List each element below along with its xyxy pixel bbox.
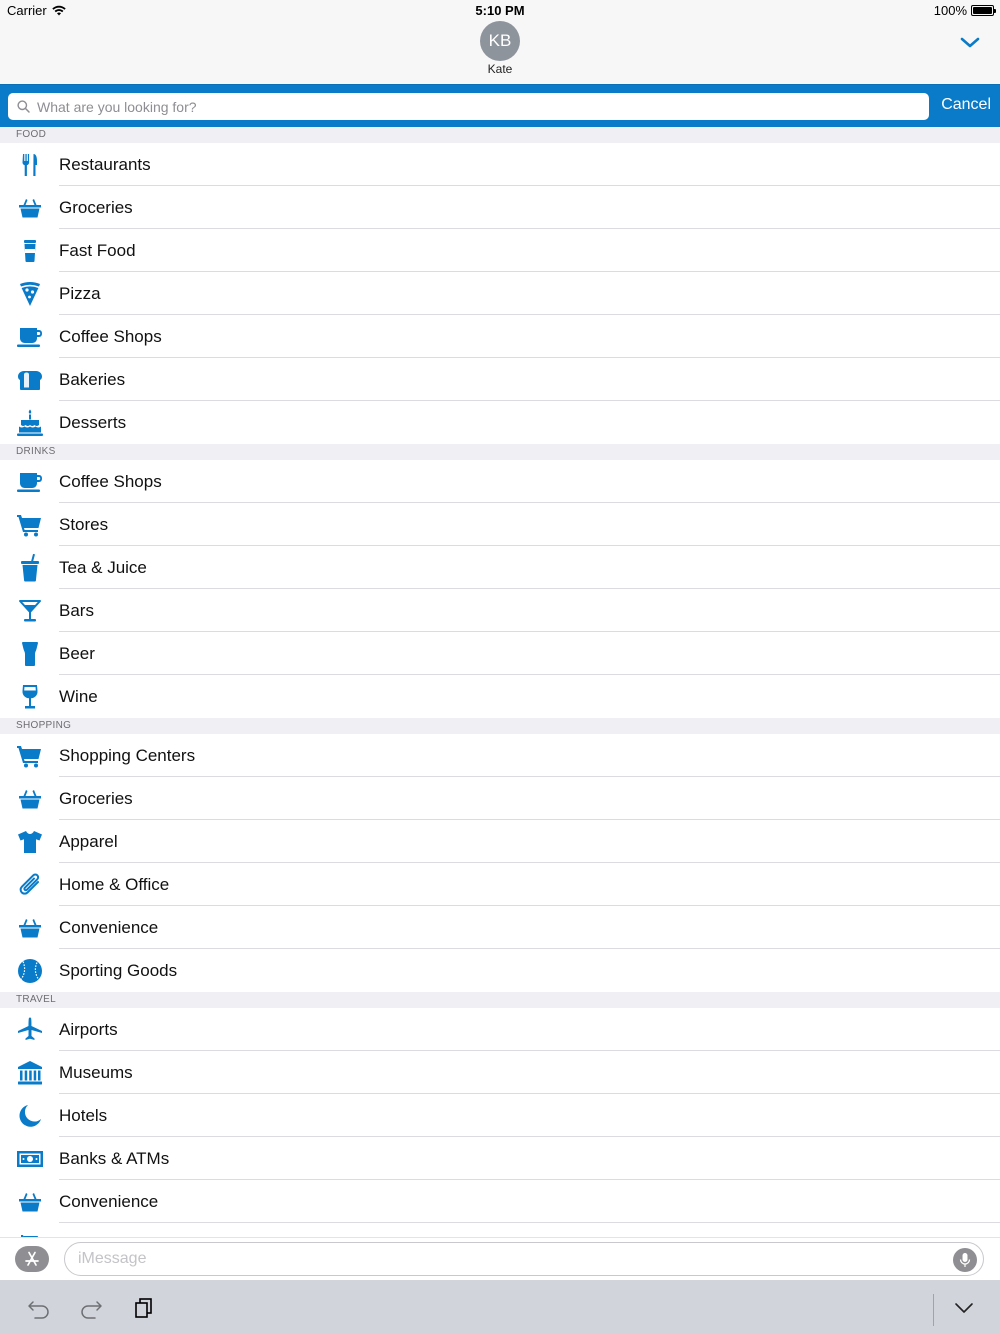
dismiss-keyboard-button[interactable] (951, 1297, 977, 1319)
moon-icon (0, 1094, 59, 1137)
list-item[interactable] (0, 460, 1000, 503)
beer-icon (0, 632, 59, 675)
list-item[interactable] (0, 503, 1000, 546)
category-list[interactable] (0, 127, 1000, 1237)
money-icon (0, 1137, 59, 1180)
paste-icon (133, 1297, 155, 1319)
cancel-button[interactable]: Cancel (941, 96, 991, 113)
cart-icon (0, 503, 59, 546)
list-item-label: Bars (59, 600, 94, 620)
section-header-drinks: DRINKS (0, 444, 1000, 460)
avatar[interactable]: KB (480, 21, 520, 61)
list-item-label: Coffee Shops (59, 471, 162, 491)
search-bar (0, 84, 1000, 127)
message-composer (0, 1237, 1000, 1280)
cocktail-icon (0, 589, 59, 632)
undo-icon (27, 1298, 51, 1318)
redo-button[interactable] (78, 1297, 104, 1319)
message-input[interactable] (65, 1250, 925, 1268)
section-header-travel: TRAVEL (0, 992, 1000, 1008)
undo-button[interactable] (26, 1297, 52, 1319)
search-input[interactable] (37, 99, 897, 115)
keyboard-shortcut-bar (0, 1280, 1000, 1334)
battery-percent: 100% (933, 3, 967, 18)
bread-icon (0, 358, 59, 401)
list-item[interactable] (0, 777, 1000, 820)
app-store-button[interactable] (15, 1246, 49, 1272)
list-item-label: Stores (59, 514, 109, 534)
redo-icon (79, 1298, 103, 1318)
list-item-label: Desserts (59, 412, 127, 432)
microphone-icon (958, 1252, 972, 1268)
section-header-shopping: SHOPPING (0, 718, 1000, 734)
list-item-label: Pizza (59, 283, 101, 303)
chevron-down-icon (958, 32, 982, 52)
paste-button[interactable] (131, 1297, 157, 1319)
search-field[interactable] (8, 93, 929, 120)
list-item-label: Bakeries (59, 369, 126, 389)
list-item-label: Hotels (59, 1105, 108, 1125)
list-item[interactable] (0, 632, 1000, 675)
basket-icon (0, 186, 59, 229)
list-item-label: Wine (59, 686, 98, 706)
conversation-header (0, 22, 1000, 84)
basket-icon (0, 777, 59, 820)
list-item-label: Shopping Centers (59, 745, 196, 765)
list-item-label: Convenience (59, 917, 159, 937)
list-item-label: Museums (59, 1062, 133, 1082)
list-item[interactable] (0, 589, 1000, 632)
list-item[interactable] (0, 863, 1000, 906)
fork-knife-icon (0, 143, 59, 186)
list-item[interactable] (0, 358, 1000, 401)
status-bar (0, 0, 1000, 22)
list-item-label: Sporting Goods (59, 960, 178, 980)
list-item-label: Restaurants (59, 154, 151, 174)
list-item-label: Tea & Juice (59, 557, 147, 577)
list-item-label: Airports (59, 1019, 118, 1039)
list-item[interactable] (0, 315, 1000, 358)
contact-name[interactable]: Kate (487, 62, 513, 76)
list-item-label: Banks & ATMs (59, 1148, 170, 1168)
coffee-icon (0, 460, 59, 503)
airplane-icon (0, 1008, 59, 1051)
section-header-food: FOOD (0, 127, 1000, 143)
message-field[interactable] (64, 1242, 984, 1276)
wine-icon (0, 675, 59, 718)
cake-icon (0, 401, 59, 444)
list-item-label: Convenience (59, 1191, 159, 1211)
cart-icon (0, 734, 59, 777)
list-item[interactable] (0, 143, 1000, 186)
list-item[interactable] (0, 229, 1000, 272)
list-item[interactable] (0, 401, 1000, 444)
list-item[interactable] (0, 186, 1000, 229)
paperclip-icon (0, 863, 59, 906)
basket-icon (0, 1180, 59, 1223)
list-item[interactable] (0, 949, 1000, 992)
list-item-label: Groceries (59, 197, 133, 217)
museum-icon (0, 1051, 59, 1094)
list-item[interactable] (0, 546, 1000, 589)
list-item[interactable] (0, 272, 1000, 315)
list-item-label: Home & Office (59, 874, 170, 894)
clock: 5:10 PM (475, 3, 525, 18)
list-item-label: Coffee Shops (59, 326, 162, 346)
pizza-icon (0, 272, 59, 315)
list-item-label: Apparel (59, 831, 118, 851)
list-item[interactable] (0, 906, 1000, 949)
list-item-label: Fast Food (59, 240, 136, 260)
toolbar-divider (933, 1294, 934, 1326)
carrier-label: Carrier (7, 3, 47, 18)
list-item[interactable] (0, 675, 1000, 718)
drink-icon (0, 546, 59, 589)
list-item[interactable] (0, 734, 1000, 777)
list-item[interactable] (0, 1180, 1000, 1223)
list-item[interactable] (0, 1051, 1000, 1094)
baseball-icon (0, 949, 59, 992)
dictation-button[interactable] (953, 1248, 977, 1272)
list-item[interactable] (0, 820, 1000, 863)
basket-icon (0, 906, 59, 949)
list-item-label: Groceries (59, 788, 133, 808)
coffee-icon (0, 315, 59, 358)
list-item[interactable] (0, 1094, 1000, 1137)
tshirt-icon (0, 820, 59, 863)
chevron-down-icon (953, 1301, 975, 1315)
list-item[interactable] (0, 1137, 1000, 1180)
battery-icon (971, 5, 994, 16)
list-item[interactable] (0, 1008, 1000, 1051)
search-icon (17, 100, 30, 113)
app-store-icon (23, 1250, 41, 1268)
cup-icon (0, 229, 59, 272)
list-item-label: Beer (59, 643, 95, 663)
collapse-button[interactable] (958, 32, 982, 52)
